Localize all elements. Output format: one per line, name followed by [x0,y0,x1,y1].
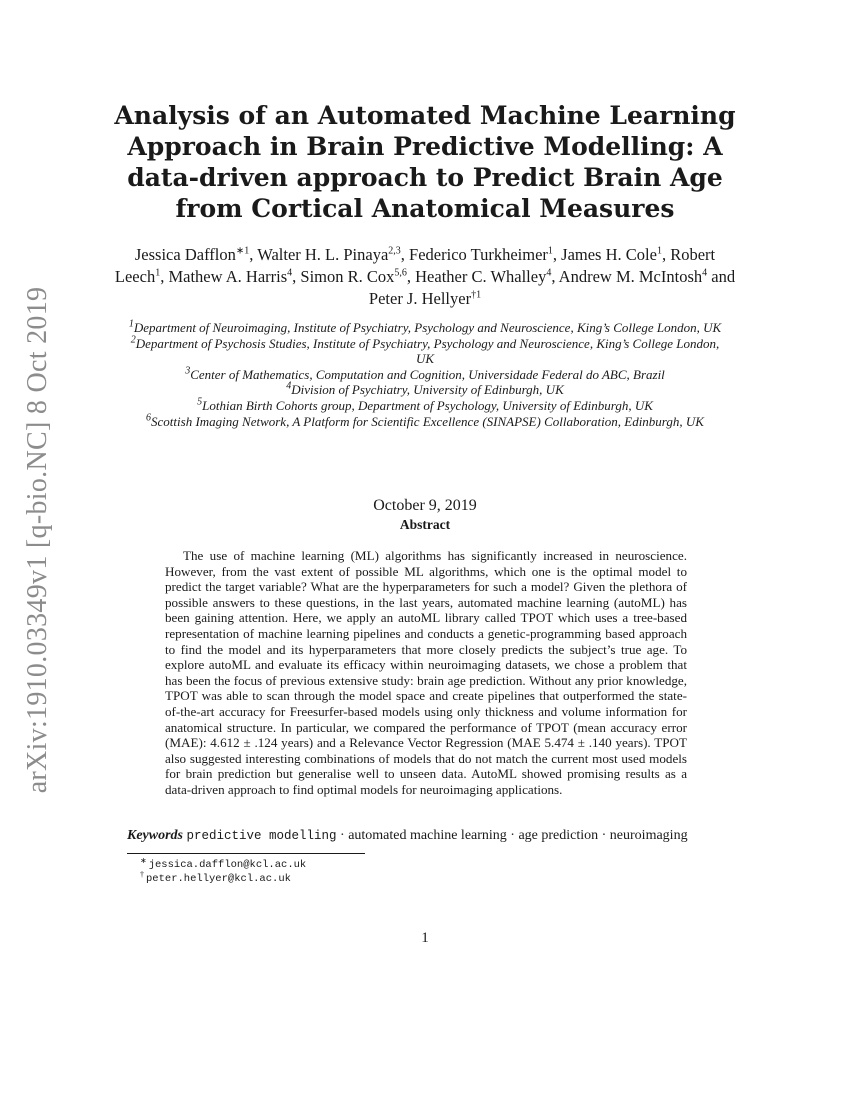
keywords-label: Keywords [127,828,183,843]
page-number: 1 [421,930,429,946]
author-affiliation-mark: 2,3 [388,245,401,257]
author-name: Mathew A. Harris [168,267,288,286]
author-affiliation-mark: 4 [287,267,293,279]
author-affiliation-mark: 1 [547,245,553,257]
author-list: Jessica Dafflon$^{∗1}$, Walter H. L. Pinaya$^{2,3}$, Federico Turkheimer$^1$, James H. Cole$^1$, Robert Leech$^1$, Mathew A. Harris$^4$, Simon R. Cox$^{5,6}$, Heather C. Whalley$^4$, Andrew M. McIntosh$^4$ and Peter J. Hellyer$^{\dagger 1}$ [114,245,736,308]
abstract-text: The use of machine learning (ML) algorithms has significantly increased in neuroscience. However, from the vast extent of possible ML algorithms, which one is the optimal model to predict the target variable? What are the hyperparameters for such a model? Given the plethora of possible answers to these questions, in the last years, automated machine learning (autoML) has been gaining attention. Here, we apply an autoML library called TPOT which uses a tree-based representation of machine learning pipelines and conducts a genetic-programming based approach to find the model and its hyperparameters that more closely predicts the subject’s true age. To explore autoML and evaluate its efficacy within neuroimaging datasets, we chose a problem that has been the focus of previous extensive study: brain age prediction. Without any prior knowledge, TPOT was able to scan through the model space and create pipelines that outperformed the state-of-the-art accuracy for Freesurfer-based models using only thickness and volume information for anatomical structure. In particular, we compared the performance of TPOT (mean accuracy error (MAE): 4.612 ± .124 years) and a Relevance Vector Regression (MAE 5.474 ± .140 years). TPOT also suggested interesting combinations of models that do not match the current most used models for brain prediction but generalise well to unseen data. AutoML showed promising results as a data-driven approach to find optimal models for neuroimaging applications. [165,548,687,797]
author-affiliation-mark: ∗1 [235,245,250,257]
author-name: Andrew M. McIntosh [558,267,703,286]
author-affiliation-mark: †1 [471,289,482,301]
author-affiliation-mark: 1 [656,245,662,257]
arxiv-identifier-stamp: arXiv:1910.03349v1 [q-bio.NC] 8 Oct 2019 [22,286,53,794]
affiliation-item: $^1$Department of Neuroimaging, Institute of Psychiatry, Psychology and Neuroscience, King’s College London, UK [128,318,722,335]
author-name: James H. Cole [561,245,657,264]
author-name: Simon R. Cox [300,267,395,286]
keywords-line [127,828,737,844]
author-name: Heather C. Whalley [415,267,547,286]
author-affiliation-mark: 5,6 [394,267,407,279]
affiliation-item: $^4$Division of Psychiatry, University of Edinburgh, UK [286,381,564,398]
author-affiliation-mark: 1 [155,267,161,279]
affiliation-list [125,320,725,429]
author-affiliation-mark: 4 [702,267,708,279]
keyword-first: predictive modelling [186,829,337,843]
affiliation-item: $^5$Lothian Birth Cohorts group, Department of Psychology, University of Edinburgh, UK [197,396,653,413]
footnote-email[interactable]: † peter.hellyer@kcl.ac.uk [140,869,291,885]
footnote-divider [127,853,365,854]
author-name: Federico Turkheimer [409,245,548,264]
author-affiliation-mark: 4 [546,267,552,279]
affiliation-item: $^6$Scottish Imaging Network, A Platform for Scientific Excellence (SINAPSE) Collaboration, Edinburgh, UK [146,412,704,429]
abstract-heading: Abstract [399,517,451,532]
author-name: Robert Leech [114,245,716,286]
author-name: Peter J. Hellyer [368,289,472,308]
publication-date: October 9, 2019 [373,497,477,514]
footnote-email[interactable]: ∗ jessica.dafflon@kcl.ac.uk [140,855,307,871]
author-name: Walter H. L. Pinaya [257,245,389,264]
paper-title: Analysis of an Automated Machine Learning Approach in Brain Predictive Modelling: A data-driven approach to Predict Brain Age from Cortical Anatomical Measures [114,101,736,223]
affiliation-item: $^3$Center of Mathematics, Computation and Cognition, Universidade Federal do ABC, Brazil [185,365,665,382]
affiliation-item: $^2$Department of Psychosis Studies, Institute of Psychiatry, Psychology and Neuroscience, King’s College London, UK [130,334,720,367]
author-name: Jessica Dafflon [134,245,236,264]
keywords-rest: · automated machine learning · age prediction · neuroimaging [336,828,688,843]
